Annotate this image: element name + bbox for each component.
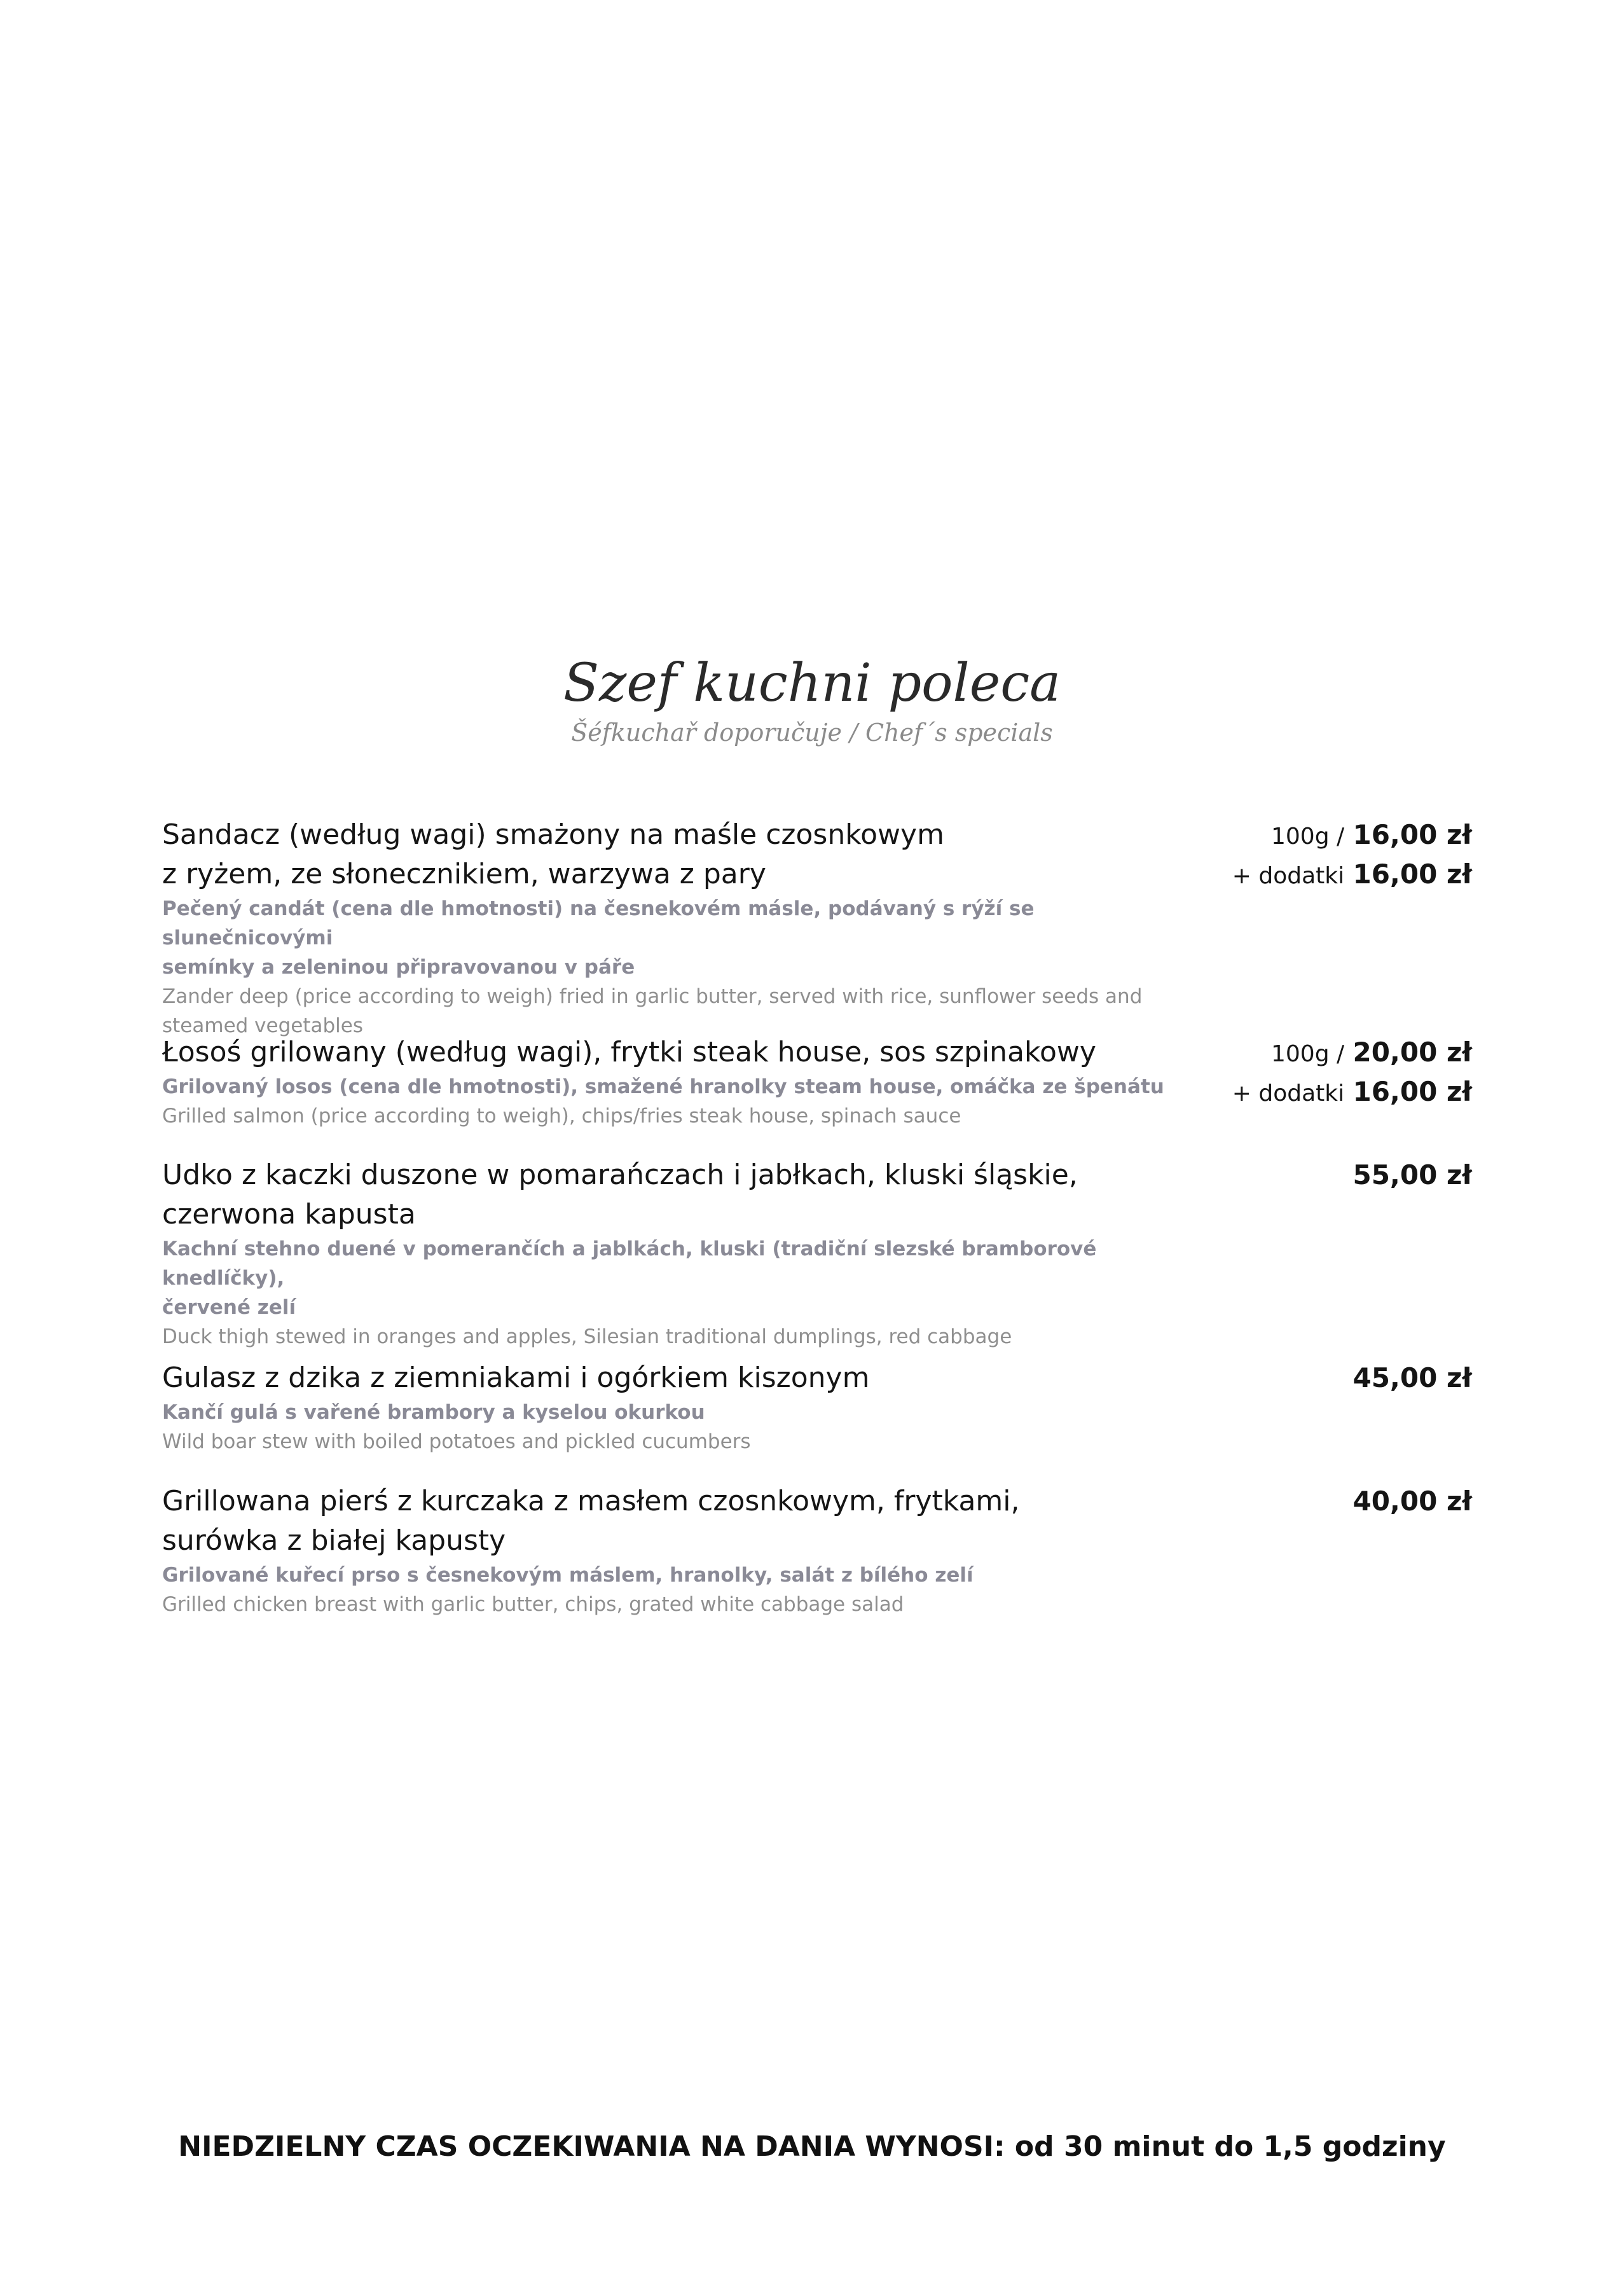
dish-desc-en: Duck thigh stewed in oranges and apples, Silesian traditional dumplings, red cabbage [162,1325,1012,1348]
addon-price-value: 16,00 zł [1352,1076,1472,1107]
dish-desc-en: Zander deep (price according to weigh) fried in garlic butter, served with rice, sunflower seeds and [162,985,1143,1008]
dish-price [1271,1033,1472,1074]
dish-desc-cz: Grilované kuřecí prso s česnekovým máslem, hranolky, salát z bílého zelí [162,1564,974,1587]
price-prefix: 100g / [1270,824,1345,850]
dish-name-pl-cont: z ryżem, ze słonecznikiem, warzywa z pary [162,858,766,890]
menu-item-duck [162,1155,1472,1351]
menu-item-zander [162,815,1472,1040]
price-prefix: 100g / [1270,1041,1345,1067]
addon-label: + dodatki [1232,1080,1345,1107]
dish-desc-cz-cont: semínky a zeleninou připravovanou v páře [162,956,635,979]
menu-item-chicken [162,1482,1472,1619]
dish-desc-cz: Grilovaný losos (cena dle hmotnosti), smažené hranolky steam house, omáčka ze špenátu [162,1075,1164,1098]
dish-name-pl: Grillowana pierś z kurczaka z masłem czosnkowym, frytkami, [162,1485,1020,1517]
menu-item-boar [162,1358,1472,1456]
addon-price [1232,1072,1472,1114]
dish-name-pl: Sandacz (według wagi) smażony na maśle czosnkowym [162,818,944,851]
dish-desc-en: Wild boar stew with boiled potatoes and pickled cucumbers [162,1430,751,1453]
dish-desc-cz: Kančí gulá s vařené brambory a kyselou okurkou [162,1401,705,1424]
price-value: 55,00 zł [1352,1159,1472,1190]
dish-price [1352,1482,1472,1521]
addon-price-value: 16,00 zł [1352,859,1472,890]
waiting-time-note: NIEDZIELNY CZAS OCZEKIWANIA NA DANIA WYNOSI: od 30 minut do 1,5 godziny [178,2130,1446,2163]
price-value: 20,00 zł [1352,1037,1472,1068]
dish-desc-cz-cont: červené zelí [162,1296,296,1319]
dish-name-pl: Łosoś grilowany (według wagi), frytki steak house, sos szpinakowy [162,1036,1096,1068]
dish-price [1352,1358,1472,1398]
dish-desc-cz: Pečený candát (cena dle hmotnosti) na česnekovém másle, podávaný s rýží se slunečnicovými [162,897,1035,949]
dish-desc-en: Grilled salmon (price according to weigh), chips/fries steak house, spinach sauce [162,1105,961,1128]
dish-name-pl-cont: czerwona kapusta [162,1198,416,1231]
dish-desc-en: Grilled chicken breast with garlic butter, chips, grated white cabbage salad [162,1593,904,1616]
dish-desc-cz: Kachní stehno duené v pomerančích a jablkách, kluski (tradiční slezské bramborové knedlíčky), [162,1238,1097,1290]
dish-name-pl: Gulasz z dzika z ziemniakami i ogórkiem kiszonym [162,1362,870,1394]
page-title: Szef kuchni poleca [563,653,1061,714]
addon-price [1232,855,1472,896]
dish-price [1352,1155,1472,1195]
price-value: 45,00 zł [1352,1362,1472,1393]
menu-item-salmon [162,1033,1472,1131]
price-value: 16,00 zł [1352,819,1472,850]
price-value: 40,00 zł [1352,1486,1472,1517]
page-subtitle: Šéfkuchař doporučuje / Chef´s specials [571,719,1053,747]
addon-label: + dodatki [1232,863,1345,889]
dish-desc-en-cont: steamed vegetables [162,1014,364,1037]
dish-price [1271,815,1472,857]
dish-name-pl: Udko z kaczki duszone w pomarańczach i jabłkach, kluski śląskie, [162,1159,1078,1191]
dish-name-pl-cont: surówka z białej kapusty [162,1524,506,1557]
